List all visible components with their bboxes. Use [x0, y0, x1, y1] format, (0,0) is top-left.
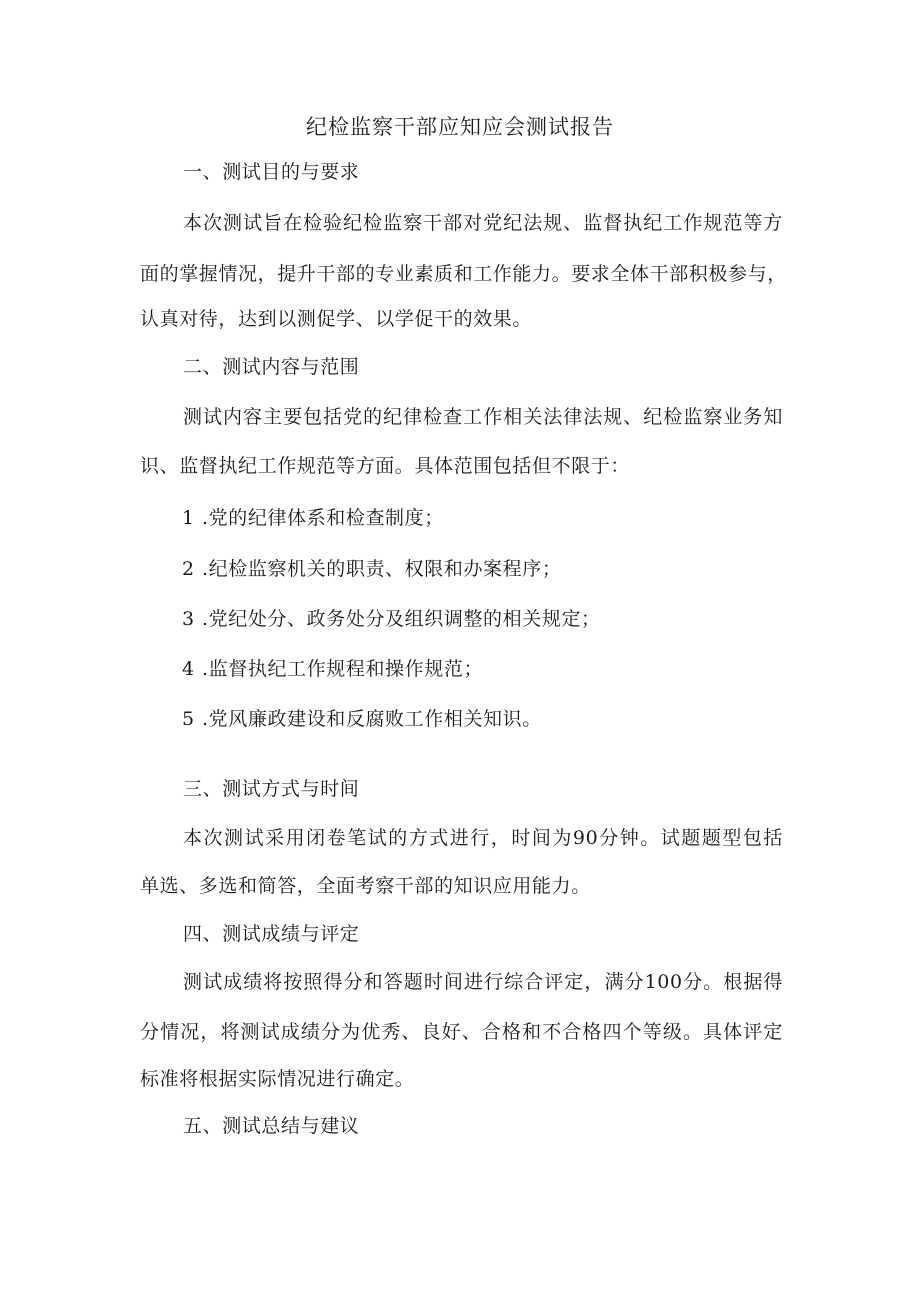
list-item [182, 556, 561, 582]
list-item-number: 3 [182, 608, 195, 630]
paragraph-line: 标准将根据实际情况进行确定。 [140, 1068, 415, 1090]
paragraph-line: 本次测试采用闭卷笔试的方式进行，时间为90分钟。试题题型包括 [183, 827, 783, 849]
list-item-text: .监督执纪工作规程和操作规范； [202, 658, 484, 680]
paragraph-line: 单选、多选和简答，全面考察干部的知识应用能力。 [140, 875, 591, 897]
section-heading-4: 四、测试成绩与评定 [183, 923, 360, 945]
list-item-text: .纪检监察机关的职责、权限和办案程序； [202, 558, 562, 580]
section-heading-1: 一、测试目的与要求 [183, 161, 360, 183]
list-item [182, 656, 483, 682]
paragraph-line: 测试内容主要包括党的纪律检查工作相关法律法规、纪检监察业务知 [183, 406, 783, 428]
paragraph-line: 识、监督执纪工作规范等方面。具体范围包括但不限于： [140, 455, 631, 477]
document-title: 纪检监察干部应知应会测试报告 [306, 115, 614, 139]
list-item [182, 505, 444, 531]
list-item-text: .党的纪律体系和检查制度； [202, 507, 444, 529]
list-item-number: 5 [182, 708, 195, 730]
list-item [182, 706, 542, 732]
paragraph-line: 认真对待，达到以测促学、以学促干的效果。 [140, 308, 533, 330]
list-item-number: 4 [182, 658, 195, 680]
list-item [182, 606, 601, 632]
section-heading-2: 二、测试内容与范围 [183, 356, 360, 378]
section-heading-5: 五、测试总结与建议 [183, 1115, 360, 1137]
paragraph-line: 本次测试旨在检验纪检监察干部对党纪法规、监督执纪工作规范等方 [183, 212, 783, 234]
paragraph-line: 面的掌握情况，提升干部的专业素质和工作能力。要求全体干部积极参与， [140, 263, 787, 285]
list-item-number: 2 [182, 558, 195, 580]
list-item-text: .党风廉政建设和反腐败工作相关知识。 [202, 708, 542, 730]
list-item-text: .党纪处分、政务处分及组织调整的相关规定； [202, 608, 601, 630]
list-item-number: 1 [182, 507, 195, 529]
paragraph-line: 测试成绩将按照得分和答题时间进行综合评定，满分100分。根据得 [183, 971, 783, 993]
section-heading-3: 三、测试方式与时间 [183, 778, 360, 800]
paragraph-line: 分情况，将测试成绩分为优秀、良好、合格和不合格四个等级。具体评定 [140, 1021, 783, 1043]
